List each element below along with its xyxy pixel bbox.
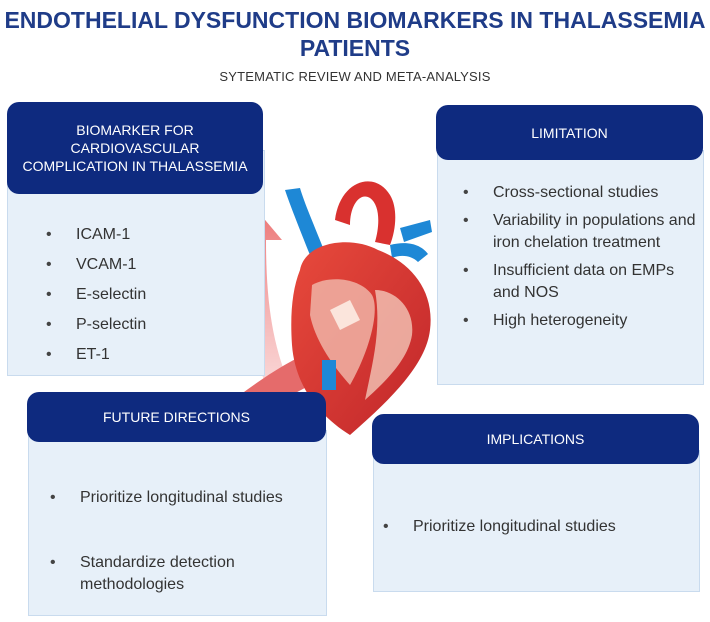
- list-item: • High heterogeneity: [457, 310, 697, 332]
- future-list: [44, 487, 324, 596]
- list-item: • Prioritize longitudinal studies: [44, 487, 324, 509]
- limitation-header: LIMITATION: [436, 105, 703, 160]
- list-item: • P-selectin: [40, 310, 240, 340]
- list-item: • Prioritize longitudinal studies: [377, 516, 677, 538]
- list-item: • Cross-sectional studies: [457, 182, 697, 204]
- list-item: • E-selectin: [40, 280, 240, 310]
- implications-header: IMPLICATIONS: [372, 414, 699, 464]
- list-item: • Variability in populations and iron chelation treatment: [457, 210, 697, 254]
- list-item: • ET-1: [40, 340, 240, 370]
- biomarker-list: [40, 220, 240, 370]
- future-header: FUTURE DIRECTIONS: [27, 392, 326, 442]
- page-title: ENDOTHELIAL DYSFUNCTION BIOMARKERS IN THALASSEMIA PATIENTS: [4, 7, 706, 61]
- page-subtitle: SYTEMATIC REVIEW AND META-ANALYSIS: [219, 69, 491, 84]
- biomarker-header: BIOMARKER FOR CARDIOVASCULAR COMPLICATION IN THALASSEMIA: [7, 102, 263, 194]
- list-item: • VCAM-1: [40, 250, 240, 280]
- implications-list: [377, 516, 677, 538]
- limitation-list: [457, 182, 697, 332]
- list-item: • ICAM-1: [40, 220, 240, 250]
- list-item: • Standardize detection methodologies: [44, 552, 324, 596]
- list-item: • Insufficient data on EMPs and NOS: [457, 260, 697, 304]
